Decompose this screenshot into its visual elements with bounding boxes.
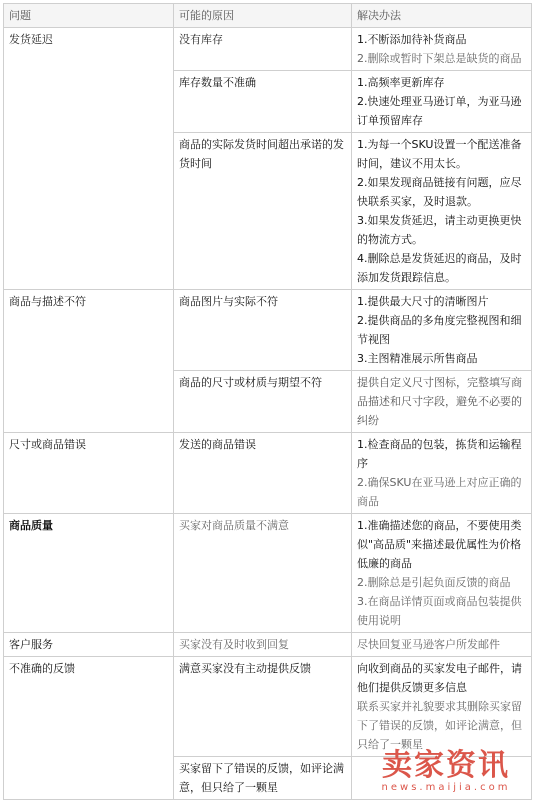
solution-line: 3.如果发货延迟，请主动更换更快的物流方式。 (357, 214, 522, 246)
cause-cell: 商品的尺寸或材质与期望不符 (174, 371, 352, 433)
table-header-row (4, 4, 532, 28)
header-cause: 可能的原因 (174, 4, 352, 28)
problem-cell: 商品质量 (4, 514, 174, 633)
solution-line: 1.不断添加待补货商品 (357, 33, 467, 46)
solution-line: 联系买家并礼貌要求其删除买家留下了错误的反馈，如评论满意，但只给了一颗星 (357, 700, 522, 751)
problem-cell: 尺寸或商品错误 (4, 433, 174, 514)
cause-cell: 库存数量不准确 (174, 71, 352, 133)
table-row (4, 433, 532, 514)
solution-line: 2.确保SKU在亚马逊上对应正确的商品 (357, 476, 522, 508)
cause-cell: 买家没有及时收到回复 (174, 633, 352, 657)
solution-cell (352, 371, 532, 433)
solution-line: 2.删除总是引起负面反馈的商品 (357, 576, 511, 589)
solution-cell (352, 290, 532, 371)
solution-line: 提供自定义尺寸图标，完整填写商品描述和尺寸字段，避免不必要的纠纷 (357, 376, 522, 427)
cause-cell: 买家留下了错误的反馈，如评论满意，但只给了一颗星 (174, 757, 352, 800)
solution-cell (352, 433, 532, 514)
problem-cell: 不准确的反馈 (4, 657, 174, 800)
table-row (4, 290, 532, 371)
cause-cell: 满意买家没有主动提供反馈 (174, 657, 352, 757)
problem-solution-table (3, 3, 532, 800)
watermark-title: 卖家资讯 (382, 748, 510, 783)
solution-line: 1.提供最大尺寸的清晰图片 (357, 295, 489, 308)
solution-line: 2.快速处理亚马逊订单，为亚马逊订单预留库存 (357, 95, 522, 127)
solution-line: 1.检查商品的包装，拣货和运输程序 (357, 438, 522, 470)
watermark-url: news.maijia.com (381, 782, 511, 793)
cause-cell: 商品的实际发货时间超出承诺的发货时间 (174, 133, 352, 290)
solution-line: 向收到商品的买家发电子邮件，请他们提供反馈更多信息 (357, 662, 522, 694)
table-row (4, 633, 532, 657)
cause-cell: 没有库存 (174, 28, 352, 71)
cause-cell: 买家对商品质量不满意 (174, 514, 352, 633)
cause-cell: 商品图片与实际不符 (174, 290, 352, 371)
solution-cell (352, 28, 532, 71)
table-row (4, 514, 532, 633)
cause-cell: 发送的商品错误 (174, 433, 352, 514)
problem-cell: 客户服务 (4, 633, 174, 657)
solution-cell (352, 133, 532, 290)
solution-line: 3.在商品详情页面或商品包装提供使用说明 (357, 595, 522, 627)
table-row (4, 657, 532, 757)
watermark-logo (366, 750, 526, 794)
solution-line: 2.如果发现商品链接有问题，应尽快联系买家，及时退款。 (357, 176, 522, 208)
solution-line: 尽快回复亚马逊客户所发邮件 (357, 638, 500, 651)
solution-line: 4.删除总是发货延迟的商品，及时添加发货跟踪信息。 (357, 252, 522, 284)
problem-cell: 发货延迟 (4, 28, 174, 290)
solution-cell (352, 71, 532, 133)
solution-cell (352, 633, 532, 657)
solution-line: 2.删除或暂时下架总是缺货的商品 (357, 52, 522, 65)
solution-cell (352, 657, 532, 757)
solution-line: 1.高频率更新库存 (357, 76, 445, 89)
header-solution: 解决办法 (352, 4, 532, 28)
problem-cell: 商品与描述不符 (4, 290, 174, 433)
header-problem: 问题 (4, 4, 174, 28)
table-row (4, 28, 532, 71)
solution-line: 3.主图精准展示所售商品 (357, 352, 478, 365)
solution-cell (352, 514, 532, 633)
solution-line: 1.为每一个SKU设置一个配送准备时间，建议不用太长。 (357, 138, 522, 170)
solution-line: 2.提供商品的多角度完整视图和细节视图 (357, 314, 522, 346)
solution-line: 1.准确描述您的商品，不要使用类似"高品质"来描述最优属性为价格低廉的商品 (357, 519, 522, 570)
